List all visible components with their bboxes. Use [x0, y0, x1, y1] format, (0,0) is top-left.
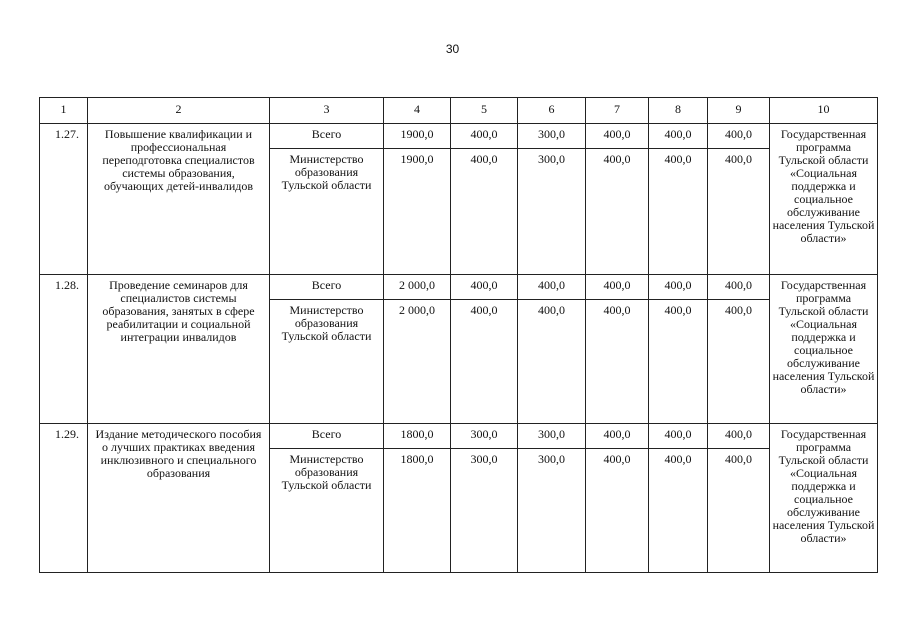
table-header-row [40, 98, 878, 124]
amount-cell: 1800,0 [384, 449, 451, 573]
amount-cell: 400,0 [586, 424, 649, 449]
amount-cell: 400,0 [451, 300, 518, 424]
amount-cell: 2 000,0 [384, 300, 451, 424]
header-cell: 4 [384, 98, 451, 124]
amount-cell: 400,0 [518, 300, 586, 424]
amount-cell: 400,0 [708, 275, 770, 300]
amount-cell: 400,0 [649, 124, 708, 149]
header-cell: 5 [451, 98, 518, 124]
item-description: Проведение семинаров для специалистов системы образования, занятых в сфере реабилитации и социальной интеграции инвалидов [88, 275, 270, 424]
total-label: Всего [270, 275, 384, 300]
amount-cell: 400,0 [708, 449, 770, 573]
header-cell: 1 [40, 98, 88, 124]
amount-cell: 300,0 [518, 449, 586, 573]
total-label: Всего [270, 124, 384, 149]
amount-cell: 400,0 [586, 449, 649, 573]
ministry-label: Министерство образования Тульской области [270, 149, 384, 275]
header-cell: 6 [518, 98, 586, 124]
page-number: 30 [445, 42, 460, 56]
total-label: Всего [270, 424, 384, 449]
table-row [40, 275, 878, 300]
amount-cell: 400,0 [708, 424, 770, 449]
amount-cell: 400,0 [451, 149, 518, 275]
amount-cell: 400,0 [649, 300, 708, 424]
amount-cell: 300,0 [451, 424, 518, 449]
item-description: Повышение квалификации и профессиональная переподготовка специалистов системы образования, обучающих детей-инвалидов [88, 124, 270, 275]
amount-cell: 400,0 [586, 149, 649, 275]
amount-cell: 400,0 [649, 449, 708, 573]
amount-cell: 2 000,0 [384, 275, 451, 300]
amount-cell: 400,0 [586, 300, 649, 424]
header-cell: 10 [770, 98, 878, 124]
amount-cell: 400,0 [708, 300, 770, 424]
amount-cell: 400,0 [649, 275, 708, 300]
amount-cell: 400,0 [451, 275, 518, 300]
header-cell: 7 [586, 98, 649, 124]
amount-cell: 300,0 [518, 124, 586, 149]
header-cell: 9 [708, 98, 770, 124]
amount-cell: 400,0 [586, 124, 649, 149]
amount-cell: 400,0 [518, 275, 586, 300]
amount-cell: 1900,0 [384, 149, 451, 275]
program-cell: Государственная программа Тульской области «Социальная поддержка и социальное обслуживание населения Тульской области» [770, 124, 878, 275]
amount-cell: 300,0 [451, 449, 518, 573]
ministry-label: Министерство образования Тульской области [270, 300, 384, 424]
program-cell: Государственная программа Тульской области «Социальная поддержка и социальное обслуживание населения Тульской области» [770, 275, 878, 424]
header-cell: 8 [649, 98, 708, 124]
amount-cell: 1800,0 [384, 424, 451, 449]
table-row [40, 124, 878, 149]
amount-cell: 300,0 [518, 149, 586, 275]
amount-cell: 300,0 [518, 424, 586, 449]
amount-cell: 400,0 [649, 424, 708, 449]
amount-cell: 400,0 [451, 124, 518, 149]
amount-cell: 400,0 [586, 275, 649, 300]
item-description: Издание методического пособия о лучших практиках введения инклюзивного и специального образования [88, 424, 270, 573]
header-cell: 2 [88, 98, 270, 124]
item-number: 1.27. [40, 124, 88, 275]
program-cell: Государственная программа Тульской области «Социальная поддержка и социальное обслуживание населения Тульской области» [770, 424, 878, 573]
header-cell: 3 [270, 98, 384, 124]
item-number: 1.29. [40, 424, 88, 573]
amount-cell: 400,0 [708, 124, 770, 149]
amount-cell: 1900,0 [384, 124, 451, 149]
funding-table [39, 97, 878, 573]
item-number: 1.28. [40, 275, 88, 424]
ministry-label: Министерство образования Тульской области [270, 449, 384, 573]
table-row [40, 424, 878, 449]
amount-cell: 400,0 [649, 149, 708, 275]
amount-cell: 400,0 [708, 149, 770, 275]
